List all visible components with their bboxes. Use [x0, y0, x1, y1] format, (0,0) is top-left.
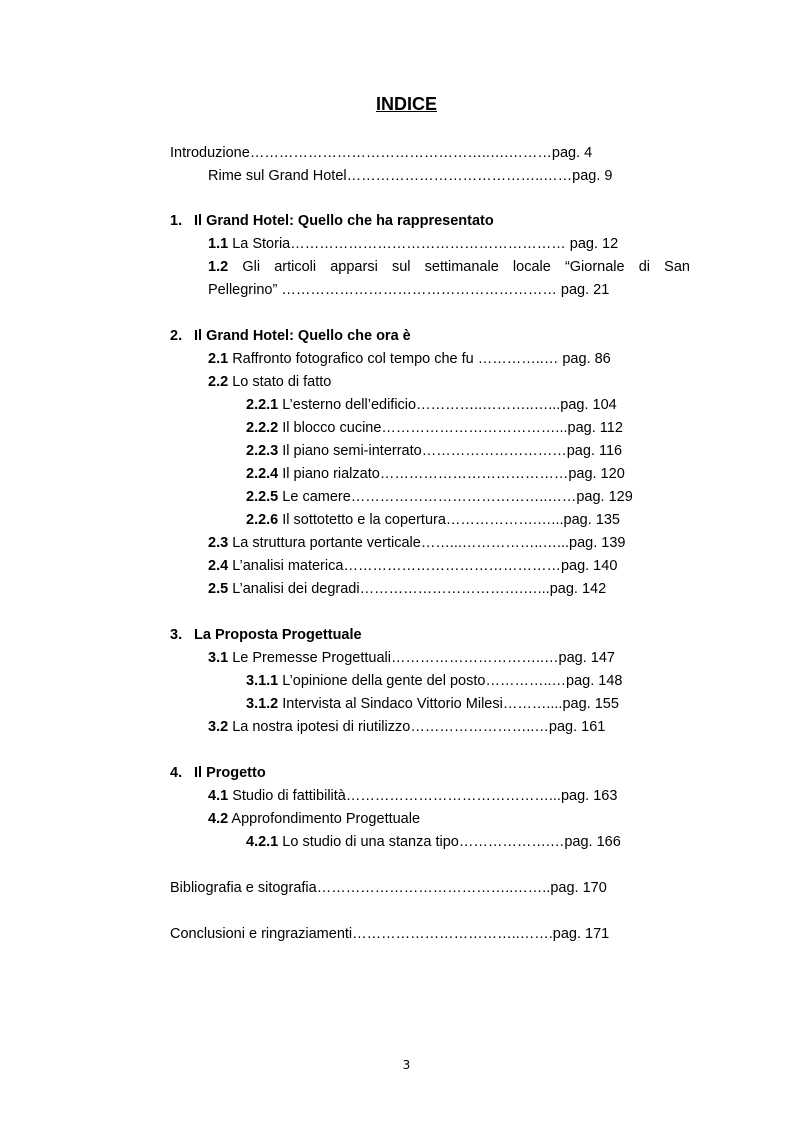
toc-entry-4-1: 4.1 Studio di fattibilità……………………………………...pag. 163 [208, 788, 618, 804]
toc-entry-1-2-cont: Pellegrino” ………………………………………………… pag. 21 [208, 282, 610, 298]
toc-entry-1-1: 1.1 La Storia………………………………………………… pag. 12 [208, 236, 619, 252]
toc-entry-2-2-6: 2.2.6 Il sottotetto e la copertura……………….…...pag. 135 [246, 512, 620, 528]
toc-heading-1: 1. Il Grand Hotel: Quello che ha rappresentato [170, 213, 494, 229]
toc-entry-2-2-1: 2.2.1 L’esterno dell’edificio…………..………..…...pag. 104 [246, 397, 617, 413]
toc-entry-2-2: 2.2 Lo stato di fatto [208, 374, 332, 390]
toc-entry-1-2: 1.2 Gli articoli apparsi sul settimanale locale “Giornale di San [208, 259, 690, 275]
toc-entry-2-2-2: 2.2.2 Il blocco cucine………………………………...pag. 112 [246, 420, 623, 436]
toc-entry-introduzione: Introduzione…………………………………………..….………pag. 4 [170, 145, 593, 161]
toc-entry-2-2-4: 2.2.4 Il piano rialzato…………………………………pag. 120 [246, 466, 625, 482]
toc-entry-2-5: 2.5 L’analisi dei degradi…………………………….…...pag. 142 [208, 581, 607, 597]
toc-entry-2-3: 2.3 La struttura portante verticale……...……………..…...pag. 139 [208, 535, 626, 551]
toc-entry-2-4: 2.4 L’analisi materica………………………………………pag. 140 [208, 558, 618, 574]
toc-entry-2-1: 2.1 Raffronto fotografico col tempo che fu …………..… pag. 86 [208, 351, 611, 367]
toc-entry-3-1: 3.1 Le Premesse Progettuali…………………………..…pag. 147 [208, 650, 615, 666]
toc-entry-2-2-3: 2.2.3 Il piano semi-interrato…………………………pag. 116 [246, 443, 623, 459]
toc-entry-4-2: 4.2 Approfondimento Progettuale [208, 811, 421, 827]
toc-heading-3: 3. La Proposta Progettuale [170, 627, 362, 643]
toc-entry-conclusioni: Conclusioni e ringraziamenti……………………………..…….pag. 171 [170, 926, 610, 942]
toc-entry-bibliografia: Bibliografia e sitografia…………………………………..……..pag. 170 [170, 880, 607, 896]
toc-entry-rime: Rime sul Grand Hotel…………………………………..……pag. 9 [208, 168, 613, 184]
page-title: INDICE [375, 94, 437, 114]
toc-entry-3-2: 3.2 La nostra ipotesi di riutilizzo……………………..…pag. 161 [208, 719, 606, 735]
toc-heading-4: 4. Il Progetto [170, 765, 266, 781]
toc-heading-2: 2. Il Grand Hotel: Quello che ora è [170, 328, 411, 344]
toc-entry-3-1-2: 3.1.2 Intervista al Sindaco Vittorio Milesi………....pag. 155 [246, 696, 619, 712]
toc-entry-2-2-5: 2.2.5 Le camere…………………………………..……pag. 129 [246, 489, 633, 505]
toc-entry-4-2-1: 4.2.1 Lo studio di una stanza tipo……………….…pag. 166 [246, 834, 621, 850]
page-number: 3 [402, 1058, 411, 1072]
toc-entry-3-1-1: 3.1.1 L’opinione della gente del posto…………..…pag. 148 [246, 673, 623, 689]
